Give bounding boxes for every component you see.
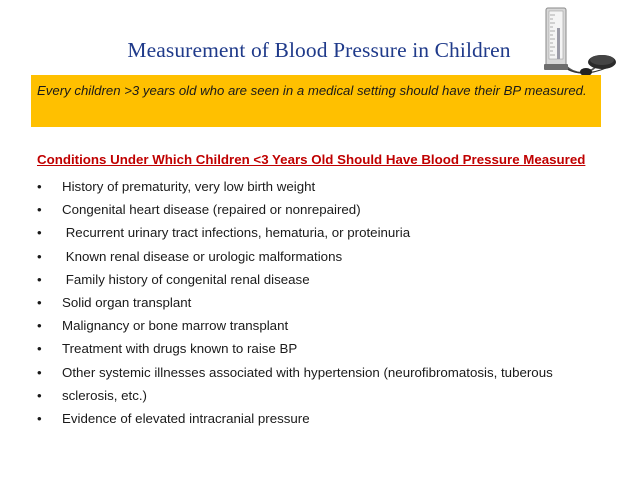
list-item	[37, 221, 627, 244]
list-item	[37, 198, 627, 221]
bullet-icon: •	[37, 294, 42, 310]
bullet-icon: •	[37, 387, 42, 403]
list-item-text: Evidence of elevated intracranial pressure	[62, 410, 310, 426]
bullet-icon: •	[37, 225, 42, 241]
list-item-text: sclerosis, etc.)	[62, 387, 147, 403]
list-item	[37, 407, 627, 430]
list-item-text: Congenital heart disease (repaired or nonrepaired)	[62, 202, 361, 218]
sphygmomanometer-icon	[536, 6, 620, 78]
bullet-icon: •	[37, 318, 42, 334]
list-item	[37, 314, 627, 337]
highlight-box: Every children >3 years old who are seen in a medical setting should have their BP measured.	[31, 75, 601, 127]
list-item	[37, 245, 627, 268]
list-item	[37, 384, 627, 407]
list-item	[37, 361, 627, 384]
list-item-text: Other systemic illnesses associated with hypertension (neurofibromatosis, tuberous	[62, 364, 553, 380]
list-item-text: Known renal disease or urologic malformations	[62, 248, 343, 264]
bullet-icon: •	[37, 202, 42, 218]
bullet-icon: •	[37, 271, 42, 287]
section-heading: Conditions Under Which Children <3 Years Old Should Have Blood Pressure Measured	[37, 152, 586, 167]
list-item-text: Malignancy or bone marrow transplant	[62, 318, 289, 334]
bullet-list	[37, 175, 627, 430]
list-item	[37, 337, 627, 360]
bullet-icon: •	[37, 248, 42, 264]
list-item-text: History of prematurity, very low birth weight	[62, 179, 316, 194]
list-item	[37, 268, 627, 291]
list-item-text: Recurrent urinary tract infections, hematuria, or proteinuria	[62, 225, 411, 241]
list-item	[37, 175, 627, 198]
bullet-icon: •	[37, 364, 42, 380]
list-item-text: Family history of congenital renal disease	[62, 271, 310, 287]
list-item-text: Treatment with drugs known to raise BP	[62, 341, 298, 357]
bullet-icon: •	[37, 410, 42, 426]
slide-title: Measurement of Blood Pressure in Children	[127, 38, 511, 62]
bullet-icon: •	[37, 341, 42, 357]
bullet-icon: •	[37, 179, 42, 194]
list-item-text: Solid organ transplant	[62, 294, 192, 310]
list-item	[37, 291, 627, 314]
